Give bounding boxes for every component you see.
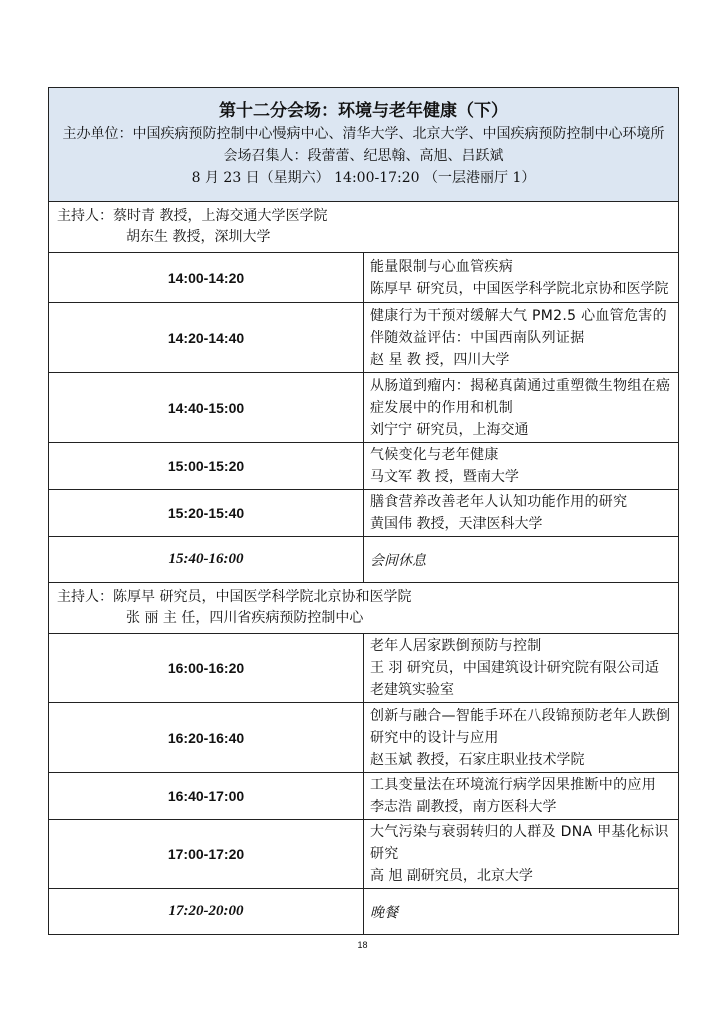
talk-row	[49, 634, 679, 703]
session-date-time: 8 月 23 日（星期六） 14:00-17:20 （一层港丽厅 1）	[191, 170, 536, 186]
session-header-row	[49, 88, 679, 202]
talk-title: 大气污染与衰弱转归的人群及 DNA 甲基化标识研究	[370, 824, 669, 862]
talk-title: 工具变量法在环境流行病学因果推断中的应用	[370, 777, 656, 793]
talk-cell	[364, 820, 679, 889]
talk-time: 16:40-17:00	[49, 773, 364, 820]
talk-row	[49, 820, 679, 889]
talk-speaker: 王 羽 研究员，中国建筑设计研究院有限公司适老建筑实验室	[370, 660, 659, 698]
host-line: 主持人：陈厚早 研究员，中国医学科学院北京协和医学院	[57, 589, 412, 605]
talk-cell	[364, 703, 679, 773]
talk-title: 气候变化与老年健康	[370, 447, 499, 463]
talk-cell	[364, 253, 679, 303]
dinner-label: 晚餐	[370, 904, 398, 921]
talk-speaker: 马文军 教 授，暨南大学	[370, 469, 519, 485]
schedule-table	[48, 87, 679, 935]
dinner-cell	[364, 889, 679, 935]
organizers: 主办单位：中国疾病预防控制中心慢病中心、清华大学、北京大学、中国疾病预防控制中心环境所	[62, 126, 665, 142]
break-label: 会间休息	[370, 552, 426, 569]
talk-cell	[364, 303, 679, 373]
host-cell	[49, 202, 679, 253]
talk-title: 创新与融合—智能手环在八段锦预防老年人跌倒研究中的设计与应用	[370, 707, 671, 746]
talk-cell	[364, 773, 679, 820]
talk-cell	[364, 490, 679, 537]
page-number: 18	[357, 940, 368, 950]
talk-row	[49, 703, 679, 773]
host-row	[49, 583, 679, 634]
talk-title: 老年人居家跌倒预防与控制	[370, 638, 542, 654]
talk-speaker: 黄国伟 教授，天津医科大学	[370, 516, 543, 532]
talk-speaker: 刘宁宁 研究员，上海交通	[370, 421, 529, 438]
talk-title: 能量限制与心血管疾病	[370, 258, 513, 275]
talk-speaker: 赵玉斌 教授，石家庄职业技术学院	[370, 751, 585, 768]
talk-cell	[364, 634, 679, 703]
host-line: 胡东生 教授，深圳大学	[126, 229, 271, 245]
host-cell	[49, 583, 679, 634]
talk-time: 15:00-15:20	[49, 443, 364, 490]
talk-time: 14:00-14:20	[49, 253, 364, 303]
host-line: 主持人：蔡时青 教授，上海交通大学医学院	[57, 208, 328, 224]
talk-speaker: 李志浩 副教授，南方医科大学	[370, 799, 557, 815]
talk-time: 16:00-16:20	[49, 634, 364, 703]
talk-title: 从肠道到瘤内：揭秘真菌通过重塑微生物组在癌症发展中的作用和机制	[370, 377, 671, 416]
talk-time: 17:00-17:20	[49, 820, 364, 889]
talk-time: 16:20-16:40	[49, 703, 364, 773]
talk-row	[49, 253, 679, 303]
talk-row	[49, 373, 679, 443]
dinner-time: 17:20-20:00	[49, 889, 364, 935]
conveners: 会场召集人：段蕾蕾、纪思翰、高旭、吕跃斌	[223, 148, 504, 164]
program-sheet	[48, 87, 679, 935]
dinner-row	[49, 889, 679, 935]
talk-cell	[364, 373, 679, 443]
talk-row	[49, 490, 679, 537]
talk-time: 14:40-15:00	[49, 373, 364, 443]
talk-speaker: 陈厚早 研究员，中国医学科学院北京协和医学院	[370, 280, 669, 297]
talk-time: 15:20-15:40	[49, 490, 364, 537]
host-row	[49, 202, 679, 253]
talk-speaker: 高 旭 副研究员，北京大学	[370, 868, 533, 884]
break-cell	[364, 537, 679, 583]
break-time: 15:40-16:00	[49, 537, 364, 583]
talk-cell	[364, 443, 679, 490]
session-header	[49, 88, 679, 202]
session-title: 第十二分会场：环境与老年健康（下）	[219, 101, 508, 121]
talk-time: 14:20-14:40	[49, 303, 364, 373]
talk-title: 膳食营养改善老年人认知功能作用的研究	[370, 494, 628, 510]
talk-row	[49, 773, 679, 820]
host-line: 张 丽 主 任，四川省疾病预防控制中心	[126, 610, 364, 626]
talk-speaker: 赵 星 教 授，四川大学	[370, 351, 510, 368]
break-row	[49, 537, 679, 583]
talk-row	[49, 303, 679, 373]
talk-row	[49, 443, 679, 490]
talk-title: 健康行为干预对缓解大气 PM2.5 心血管危害的伴随效益评估：中国西南队列证据	[370, 307, 667, 346]
